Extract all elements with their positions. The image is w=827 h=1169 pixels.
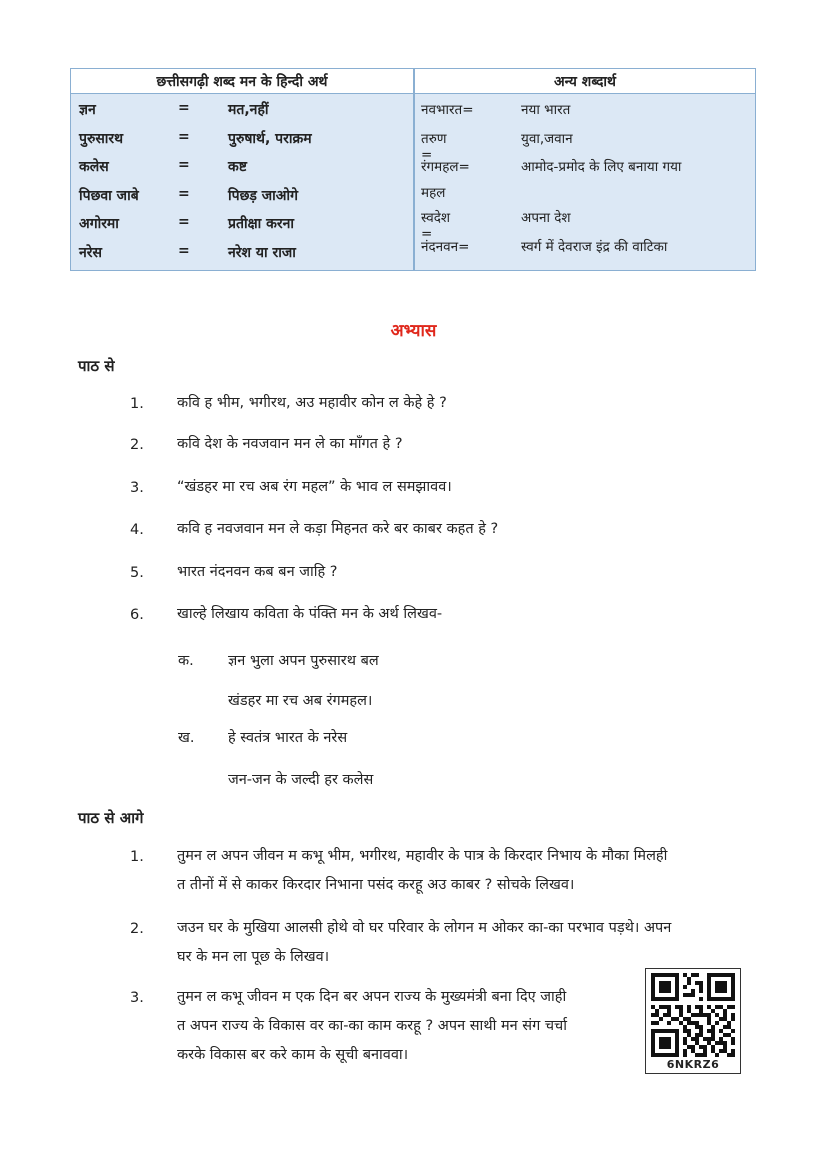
subpart-line: ज्ञन भुला अपन पुरुसारथ बल [228, 653, 379, 669]
glossary-word: पिछवा जाबे [79, 188, 139, 204]
glossary-equals: = [178, 186, 190, 202]
question-text: कवि ह भीम, भगीरथ, अउ महावीर कोन ल केहे हे ? [177, 395, 447, 411]
subpart-label: ख. [178, 730, 195, 746]
glossary-equals: = [178, 129, 190, 145]
glossary-column-divider [413, 69, 415, 270]
question-number: 6. [130, 607, 144, 623]
question-text: भारत नंदनवन कब बन जाहि ? [177, 564, 338, 580]
glossary-meaning: नया भारत [521, 102, 571, 118]
glossary-meaning: स्वर्ग में देवराज इंद्र की वाटिका [521, 239, 668, 255]
glossary-left-row [71, 96, 413, 124]
question-number: 4. [130, 522, 144, 538]
glossary-equals: = [178, 157, 190, 173]
glossary-table [70, 68, 756, 271]
section-heading-path-se-aage: पाठ से आगे [78, 809, 144, 827]
glossary-meaning: युवा,जवान [521, 131, 573, 147]
glossary-word: नवभारत= [421, 102, 474, 118]
question-line: तुमन ल अपन जीवन म कभू भीम, भगीरथ, महावीर के पात्र के किरदार निभाय के मौका मिलही [177, 848, 668, 864]
question-text [177, 914, 752, 972]
glossary-left-row [71, 182, 413, 210]
exercise-title: अभ्यास [390, 321, 437, 341]
question-number: 3. [130, 480, 144, 496]
glossary-meaning: आमोद-प्रमोद के लिए बनाया गया [521, 159, 682, 175]
glossary-meaning: नरेश या राजा [228, 245, 296, 261]
question-number: 1. [130, 849, 144, 865]
qr-code-box[interactable] [645, 968, 741, 1074]
subpart-label: क. [178, 653, 194, 669]
question-text: कवि देश के नवजवान मन ले का माँगत हे ? [177, 436, 403, 452]
question-line: त तीनों में से काकर किरदार निभाना पसंद करहू अउ काबर ? सोचके लिखव। [177, 877, 575, 893]
question-text: “खंडहर मा रच अब रंग महल” के भाव ल समझावव। [177, 479, 452, 495]
question-number: 5. [130, 565, 144, 581]
question-text [177, 842, 752, 900]
question-number: 2. [130, 921, 144, 937]
glossary-left-row [71, 239, 413, 267]
glossary-word: ज्ञन [79, 102, 96, 118]
question-text: कवि ह नवजवान मन ले कड़ा मिहनत करे बर काबर कहत हे ? [177, 521, 499, 537]
glossary-word: स्वदेश = [421, 210, 451, 242]
question-line: करके विकास बर करे काम के सूची बनाववा। [177, 1047, 409, 1063]
question-number: 3. [130, 990, 144, 1006]
glossary-word: महल [421, 185, 446, 201]
glossary-right-header: अन्य शब्दार्थ [553, 74, 616, 90]
question-line: जउन घर के मुखिया आलसी होथे वो घर परिवार के लोगन म ओकर का-का परभाव पड़थे। अपन [177, 920, 672, 936]
question-number: 2. [130, 437, 144, 453]
glossary-meaning: प्रतीक्षा करना [228, 216, 294, 232]
qr-code-icon [651, 973, 735, 1057]
glossary-word: रंगमहल= [421, 159, 470, 175]
glossary-word: नंदनवन= [421, 239, 470, 255]
glossary-meaning: पिछड़ जाओगे [228, 188, 298, 204]
question-line: घर के मन ला पूछ के लिखव। [177, 949, 330, 965]
glossary-word: अगोरमा [79, 216, 119, 232]
question-text [177, 983, 637, 1070]
glossary-equals: = [178, 100, 190, 116]
glossary-meaning: कष्ट [228, 159, 247, 175]
glossary-equals: = [178, 214, 190, 230]
glossary-word: तरुण = [421, 131, 447, 163]
glossary-word: नरेस [79, 245, 102, 261]
glossary-meaning: अपना देश [521, 210, 571, 226]
question-number: 1. [130, 396, 144, 412]
question-text: खाल्हे लिखाय कविता के पंक्ति मन के अर्थ लिखव- [177, 606, 443, 622]
glossary-equals: = [178, 243, 190, 259]
subpart-line: हे स्वतंत्र भारत के नरेस [228, 730, 348, 746]
glossary-meaning: पुरुषार्थ, पराक्रम [228, 131, 312, 147]
glossary-left-row [71, 153, 413, 181]
glossary-word: कलेस [79, 159, 109, 175]
glossary-meaning: मत,नहीं [228, 102, 269, 118]
glossary-word: पुरुसारथ [79, 131, 124, 147]
subpart-line: जन-जन के जल्दी हर कलेस [228, 772, 374, 788]
glossary-left-row [71, 210, 413, 238]
question-line: तुमन ल कभू जीवन म एक दिन बर अपन राज्य के मुख्यमंत्री बना दिए जाही [177, 989, 567, 1005]
subpart-line: खंडहर मा रच अब रंगमहल। [228, 693, 373, 709]
question-line: त अपन राज्य के विकास वर का-का काम करहू ? अपन साथी मन संग चर्चा [177, 1018, 568, 1034]
qr-code-label: 6NKRZ6 [666, 1058, 720, 1071]
glossary-left-header: छत्तीसगढ़ी शब्द मन के हिन्दी अर्थ [156, 74, 328, 90]
glossary-left-row [71, 125, 413, 153]
section-heading-path-se: पाठ से [78, 357, 115, 375]
